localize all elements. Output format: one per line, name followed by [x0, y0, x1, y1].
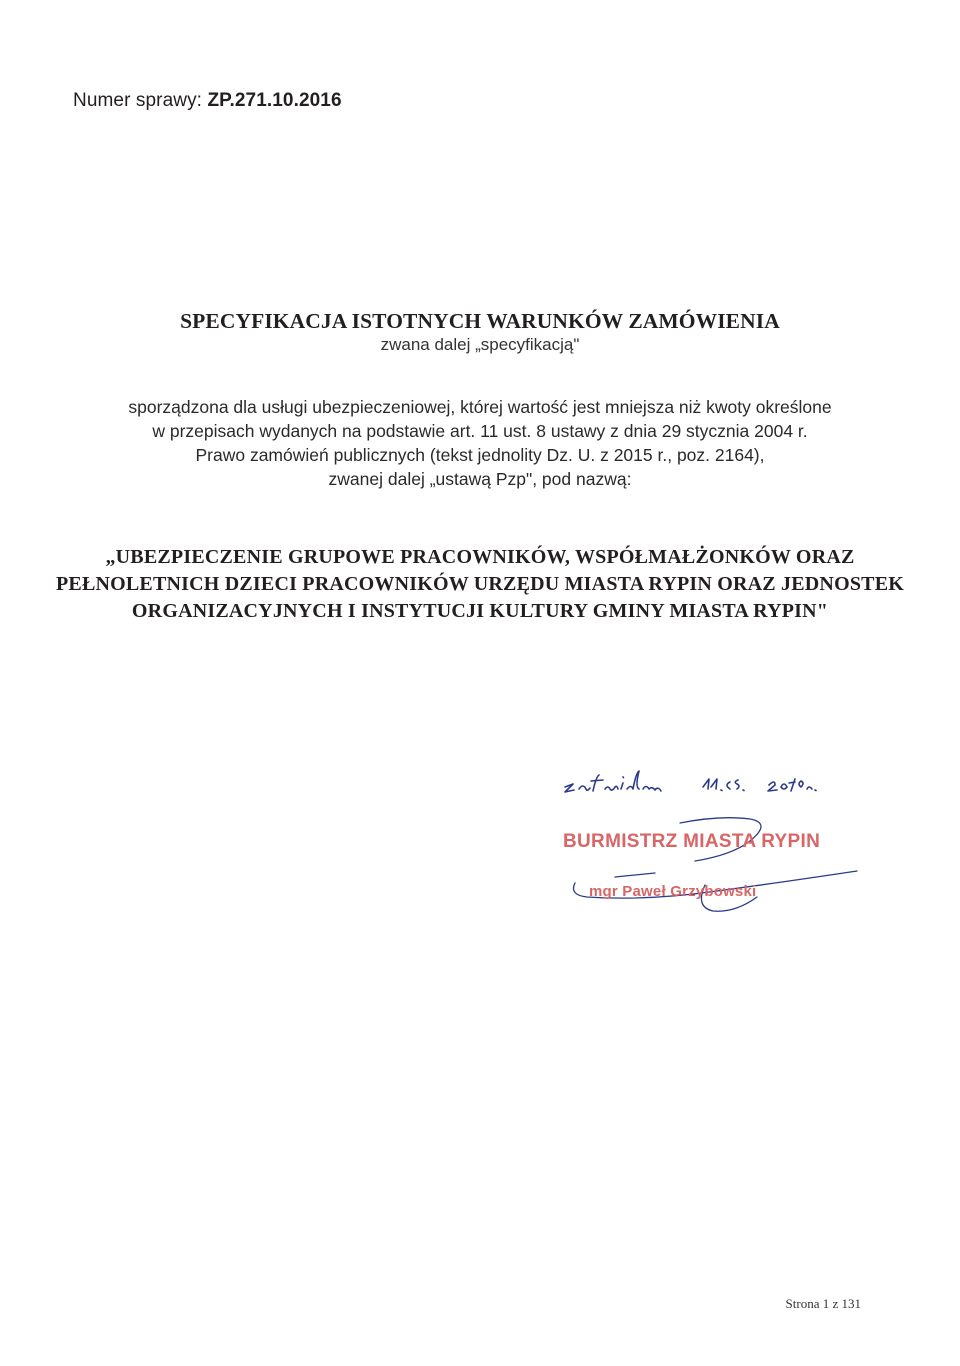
case-number: [73, 90, 342, 112]
procurement-subject: [40, 544, 920, 625]
case-number-value: ZP.271.10.2016: [207, 90, 342, 111]
stamp-title: BURMISTRZ MIASTA RYPIN: [563, 831, 821, 852]
approval-block: [555, 765, 885, 925]
case-number-label: Numer sprawy:: [73, 90, 203, 111]
intro-paragraph: [80, 395, 880, 491]
document-subtitle: zwana dalej „specyfikacją": [380, 335, 580, 354]
subject-line: ORGANIZACYJNYCH I INSTYTUCJI KULTURY GMINY MIASTA RYPIN": [131, 600, 829, 622]
intro-line: Prawo zamówień publicznych (tekst jednolity Dz. U. z 2015 r., poz. 2164),: [195, 445, 765, 465]
page-number: Strona 1 z 131: [785, 1296, 861, 1311]
intro-line: w przepisach wydanych na podstawie art. 11 ust. 8 ustawy z dnia 29 stycznia 2004 r.: [152, 421, 808, 441]
subject-line: „UBEZPIECZENIE GRUPOWE PRACOWNIKÓW, WSPÓŁMAŁŻONKÓW ORAZ: [105, 546, 855, 568]
intro-line: zwanej dalej „ustawą Pzp", pod nazwą:: [328, 469, 632, 489]
stamp-name: mgr Paweł Grzybowski: [589, 883, 757, 900]
subject-line: PEŁNOLETNICH DZIECI PRACOWNIKÓW URZĘDU MIASTA RYPIN ORAZ JEDNOSTEK: [56, 573, 904, 595]
document-title: SPECYFIKACJA ISTOTNYCH WARUNKÓW ZAMÓWIENIA: [180, 309, 780, 333]
intro-line: sporządzona dla usługi ubezpieczeniowej, której wartość jest mniejsza niż kwoty określone: [128, 397, 832, 417]
